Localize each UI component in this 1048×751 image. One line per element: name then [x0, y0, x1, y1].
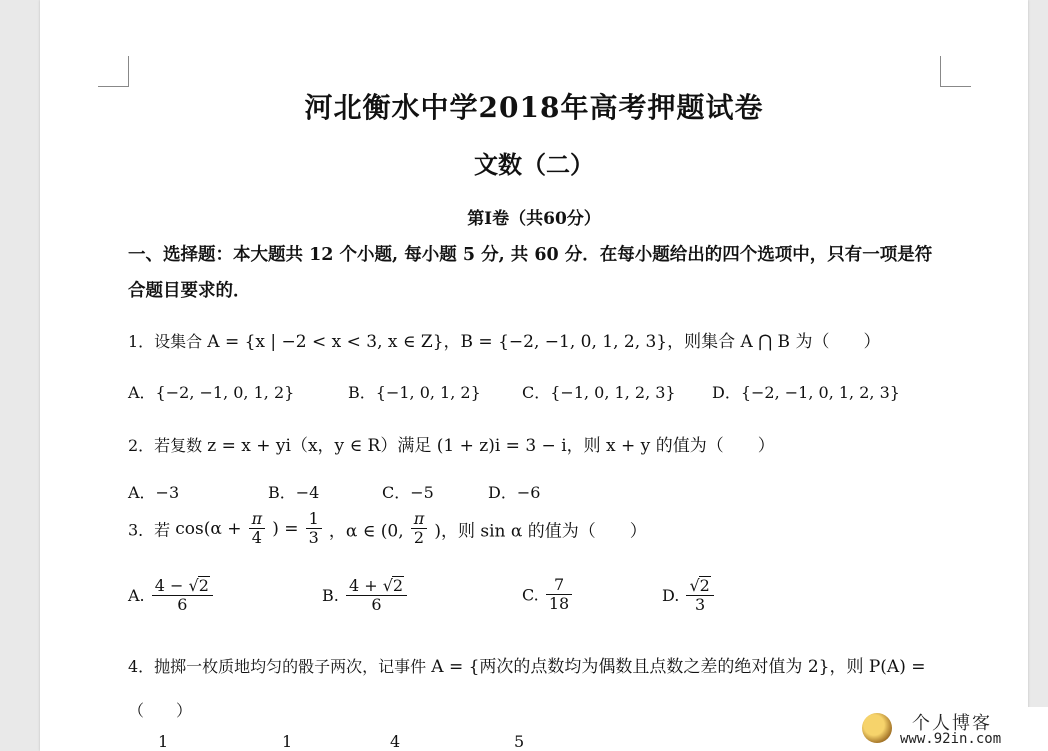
section-heading: 第Ⅰ卷（共60分） — [467, 209, 601, 229]
exam-subtitle: 文数（二） — [474, 150, 594, 179]
question-1-option-a: A．{−2, −1, 0, 1, 2} — [128, 383, 295, 402]
question-3-option-b: B. $\frac{4 + √2}{6}$ — [322, 576, 409, 615]
question-2-text: z = x + yi（x，y ∈ R）满足 (1 + z)i = 3 − i，则 x + y 的值为（ ） — [207, 436, 775, 456]
question-4-line2: （ ） — [128, 701, 193, 720]
question-4: 4．抛掷一枚质地均匀的骰子两次，记事件 A = {两次的点数均为偶数且点数之差的绝对值为 2}，则 P(A) = — [128, 657, 926, 677]
question-4-option-a-partial: 1 — [158, 732, 169, 751]
question-4-text: A = {两次的点数均为偶数且点数之差的绝对值为 2}，则 P(A) = — [431, 657, 926, 677]
question-3: 3．若 cos(α + $\frac{\pi}{4}$ ) = $\frac{1}{3}$ ，α ∈ (0, $\frac{\pi}{2}$ )，则 sin α 的值为（ ） — [128, 509, 647, 548]
question-3-option-c: C. $\frac{7}{18}$ — [522, 576, 574, 614]
question-4-option-b-partial: 1 — [282, 732, 293, 751]
question-4-option-c-partial: 4 — [390, 732, 401, 751]
question-1-option-b: B．{−1, 0, 1, 2} — [348, 383, 481, 402]
question-3-option-a: A. $\frac{4 - √2}{6}$ — [128, 576, 215, 615]
exam-title: 河北衡水中学2018年高考押题试卷 — [304, 91, 764, 124]
question-2-option-c: C．−5 — [382, 483, 434, 502]
instructions: 一、选择题：本大题共 12 个小题, 每小题 5 分, 共 60 分．在每小题给出的四个选项中，只有一项是符合题目要求的． — [128, 245, 933, 301]
question-4-option-d-partial: 5 — [514, 732, 525, 751]
watermark-title: 个人博客 — [912, 713, 992, 734]
crop-mark-top-right — [940, 56, 971, 87]
question-1-option-c: C．{−1, 0, 1, 2, 3} — [522, 383, 676, 402]
watermark-url: www.92in.com — [900, 731, 1002, 747]
question-1: 1．设集合 A = {x | −2 < x < 3, x ∈ Z}，B = {−2, −1, 0, 1, 2, 3}，则集合 A ⋂ B 为（ ） — [128, 332, 881, 352]
fraction-pi-over-4: $\frac{\pi}{4}$ — [249, 510, 266, 548]
crop-mark-top-left — [98, 56, 129, 87]
question-2: 2．若复数 z = x + yi（x，y ∈ R）满足 (1 + z)i = 3 − i，则 x + y 的值为（ ） — [128, 436, 775, 456]
document-page — [40, 0, 1028, 751]
question-3-option-d: D. $\frac{√2}{3}$ — [662, 576, 716, 615]
question-2-option-d: D．−6 — [488, 483, 541, 502]
question-1-option-d: D．{−2, −1, 0, 1, 2, 3} — [712, 383, 900, 402]
fraction-pi-over-2: $\frac{\pi}{2}$ — [411, 510, 428, 548]
blog-watermark — [848, 707, 1048, 751]
question-1-text: A = {x | −2 < x < 3, x ∈ Z}，B = {−2, −1, 0, 1, 2, 3}，则集合 A ⋂ B 为（ ） — [207, 332, 881, 352]
fraction-one-third: $\frac{1}{3}$ — [306, 510, 322, 548]
cartoon-face-icon — [862, 713, 892, 743]
question-2-option-a: A．−3 — [128, 483, 180, 502]
question-2-option-b: B．−4 — [268, 483, 320, 502]
